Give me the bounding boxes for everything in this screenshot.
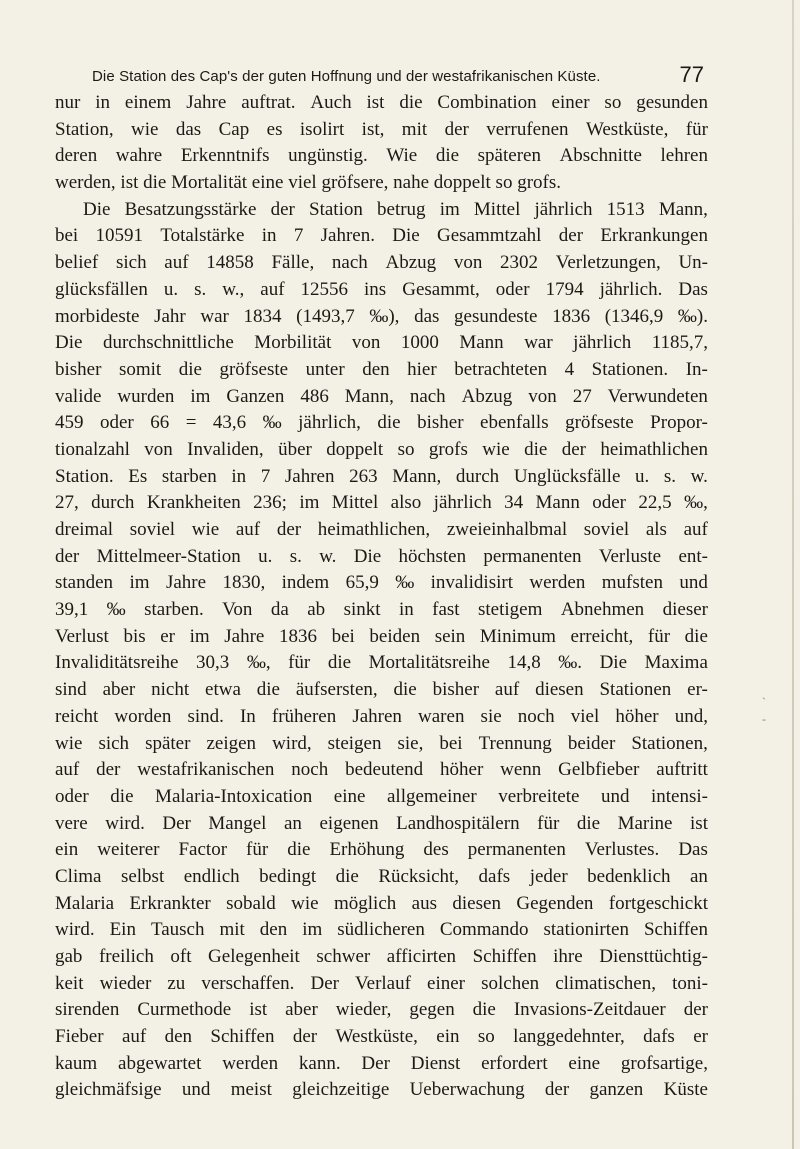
text-line: der Mittelmeer-Station u. s. w. Die höchsten permanenten Verluste ent- — [55, 545, 708, 567]
page-header — [92, 62, 704, 90]
text-line: reicht worden sind. In früheren Jahren waren sie noch viel höher und, — [55, 705, 708, 727]
text-line: dreimal soviel wie auf der heimathlichen, zweieinhalbmal soviel als auf — [55, 519, 708, 540]
text-line: gleichmäfsige und meist gleichzeitige Ueberwachung der ganzen Küste — [55, 1079, 708, 1101]
body-text — [55, 90, 708, 1104]
page-number: 77 — [679, 62, 704, 87]
text-line: valide wurden im Ganzen 486 Mann, nach Abzug von 27 Verwundeten — [55, 385, 708, 407]
text-line: ein weiterer Factor für die Erhöhung des permanenten Verlustes. Das — [55, 839, 708, 861]
text-line: glücksfällen u. s. w., auf 12556 ins Gesammt, oder 1794 jährlich. Das — [55, 278, 708, 300]
text-line: vere wird. Der Mangel an eigenen Landhospitälern für die Marine ist — [55, 812, 708, 834]
text-line: Die durchschnittliche Morbilität von 1000 Mann war jährlich 1185,7, — [55, 332, 708, 354]
text-line: keit wieder zu verschaffen. Der Verlauf einer solchen climatischen, toni- — [55, 972, 708, 994]
text-line: Malaria Erkrankter sobald wie möglich aus diesen Gegenden fortgeschickt — [55, 892, 708, 914]
text-line: gab freilich oft Gelegenheit schwer afficirten Schiffen ihre Diensttüchtig- — [55, 946, 708, 967]
page-edge — [792, 0, 794, 1149]
text-line: nur in einem Jahre auftrat. Auch ist die Combination einer so gesunden — [55, 92, 708, 113]
text-line: Fieber auf den Schiffen der Westküste, ein so langgedehnter, dafs er — [55, 1026, 708, 1048]
text-line: Die Besatzungsstärke der Station betrug im Mittel jährlich 1513 Mann, — [83, 198, 708, 220]
text-line: kaum abgewartet werden kann. Der Dienst erfordert eine grofsartige, — [55, 1052, 708, 1074]
text-line: 27, durch Krankheiten 236; im Mittel also jährlich 34 Mann oder 22,5 ‰, — [55, 492, 708, 514]
text-line: belief sich auf 14858 Fälle, nach Abzug von 2302 Verletzungen, Un- — [55, 252, 708, 274]
text-line: Station, wie das Cap es isolirt ist, mit der verrufenen Westküste, für — [55, 118, 708, 140]
text-line: oder die Malaria-Intoxication eine allgemeiner verbreitete und intensi- — [55, 785, 708, 807]
running-head: Die Station des Cap's der guten Hoffnung und der westafrikanischen Küste. — [92, 68, 601, 85]
text-line: bei 10591 Totalstärke in 7 Jahren. Die Gesammtzahl der Erkrankungen — [55, 225, 708, 247]
text-line: wie sich später zeigen wird, steigen sie, bei Trennung beider Stationen, — [55, 732, 708, 754]
text-line: bisher somit die gröfseste unter den hier betrachteten 4 Stationen. In- — [55, 358, 708, 380]
text-line: sind aber nicht etwa die äufsersten, die bisher auf diesen Stationen er- — [55, 679, 708, 701]
text-line: morbideste Jahr war 1834 (1493,7 ‰), das gesundeste 1836 (1346,9 ‰). — [55, 305, 708, 327]
text-line: sirenden Curmethode ist aber wieder, gegen die Invasions-Zeitdauer der — [55, 999, 708, 1021]
margin-mark: - — [762, 712, 766, 726]
text-line: 459 oder 66 = 43,6 ‰ jährlich, die bisher ebenfalls gröfseste Propor- — [55, 412, 708, 434]
text-line: standen im Jahre 1830, indem 65,9 ‰ invalidisirt werden mufsten und — [55, 572, 708, 594]
text-line: Station. Es starben in 7 Jahren 263 Mann, durch Unglücksfälle u. s. w. — [55, 465, 708, 487]
text-line: deren wahre Erkenntnifs ungünstig. Wie die späteren Abschnitte lehren — [55, 145, 708, 167]
text-line: auf der westafrikanischen noch bedeutend höher wenn Gelbfieber auftritt — [55, 759, 708, 781]
margin-mark: ˎ — [762, 686, 766, 700]
text-line: tionalzahl von Invaliden, über doppelt so grofs wie die der heimathlichen — [55, 438, 708, 460]
text-line: Verlust bis er im Jahre 1836 bei beiden sein Minimum erreicht, für die — [55, 625, 708, 647]
text-line: Clima selbst endlich bedingt die Rücksicht, dafs jeder bedenklich an — [55, 865, 708, 887]
text-line: Invaliditätsreihe 30,3 ‰, für die Mortalitätsreihe 14,8 ‰. Die Maxima — [55, 652, 708, 674]
text-line: 39,1 ‰ starben. Von da ab sinkt in fast stetigem Abnehmen dieser — [55, 599, 708, 621]
text-line: werden, ist die Mortalität eine viel gröfsere, nahe doppelt so grofs. — [55, 172, 561, 194]
text-line: wird. Ein Tausch mit den im südlicheren Commando stationirten Schiffen — [55, 919, 708, 941]
